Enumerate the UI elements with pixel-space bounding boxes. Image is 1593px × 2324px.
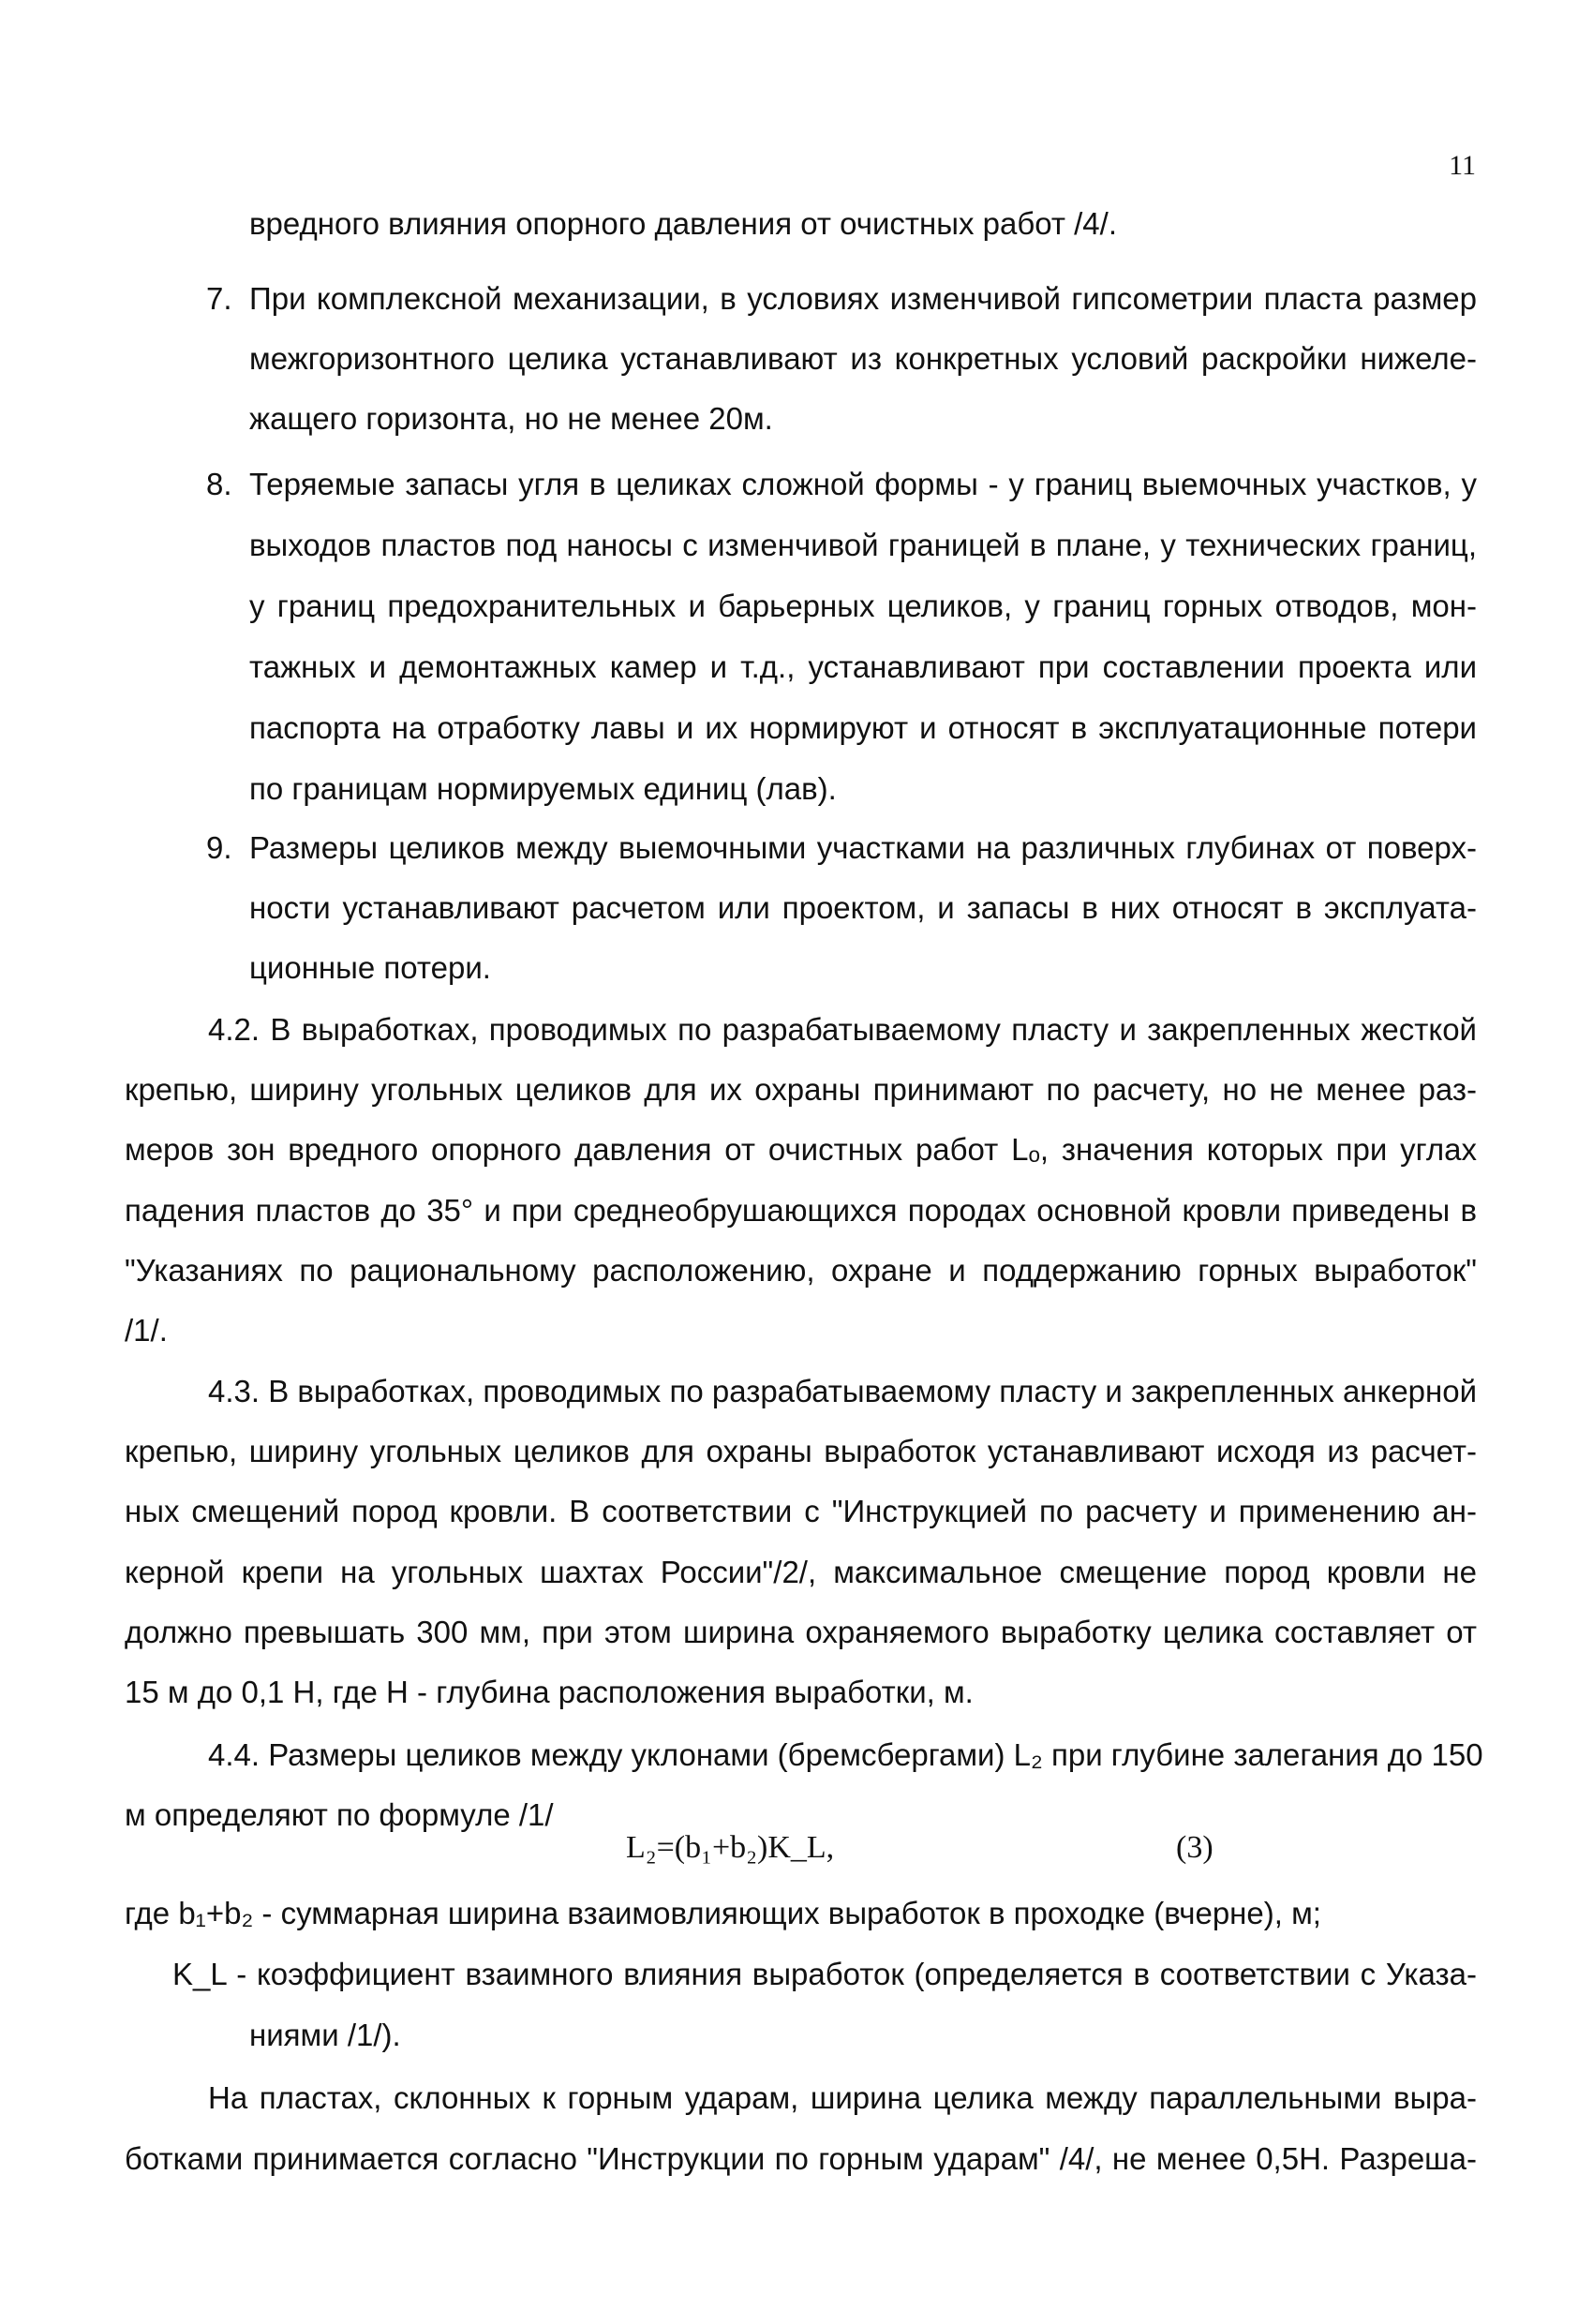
text-line: Теряемые запасы угля в целиках сложной формы - у границ выемочных участков, у (249, 467, 1477, 501)
text-line: м определяют по формуле /1/ (125, 1797, 554, 1832)
text-line: ных смещений пород кровли. В соответствии с "Инструкцией по расчету и применению ан- (125, 1494, 1477, 1528)
text-line: должно превышать 300 мм, при этом ширина охраняемого выработку целика составляет от (125, 1615, 1477, 1649)
text-line: у границ предохранительных и барьерных целиков, у границ горных отводов, мон- (249, 588, 1477, 623)
page-number: 11 (1449, 150, 1476, 181)
text-line: крепью, ширину угольных целиков для их охраны принимают по расчету, но не менее раз- (125, 1072, 1477, 1107)
text-line: На пластах, склонных к горным ударам, ширина целика между параллельными выра- (208, 2080, 1477, 2115)
text-line: где b₁+b₂ - суммарная ширина взаимовлияющих выработок в проходке (вчерне), м; (125, 1896, 1321, 1930)
text-line: При комплексной механизации, в условиях изменчивой гипсометрии пласта размер (249, 281, 1477, 316)
text-line: 15 м до 0,1 Н, где Н - глубина расположения выработки, м. (125, 1675, 974, 1709)
text-line: 4.4. Размеры целиков между уклонами (бремсбергами) L₂ при глубине залегания до 150 (208, 1737, 1483, 1772)
text-line: ционные потери. (249, 950, 491, 985)
text-line: крепью, ширину угольных целиков для охраны выработок устанавливают исходя из расчет- (125, 1434, 1477, 1468)
text-line: 4.3. В выработках, проводимых по разрабатываемому пласту и закрепленных анкерной (208, 1374, 1478, 1408)
text-line: ботками принимается согласно "Инструкции по горным ударам" /4/, не менее 0,5Н. Разреша- (125, 2141, 1477, 2176)
formula: L₂=(b₁+b₂)K_L, (626, 1830, 835, 1865)
list-number: 8. (206, 467, 232, 501)
text-line: "Указаниях по рациональному расположению, охране и поддержанию горных выработок" (125, 1253, 1477, 1288)
text-line: падения пластов до 35° и при среднеобрушающихся породах основной кровли приведены в (125, 1193, 1477, 1228)
text-line: вредного влияния опорного давления от очистных работ /4/. (249, 206, 1117, 241)
text-line: выходов пластов под наносы с изменчивой границей в плане, у технических границ, (249, 528, 1477, 562)
text-line: ности устанавливают расчетом или проектом, и запасы в них относят в эксплуата- (249, 890, 1477, 925)
list-number: 7. (206, 281, 232, 316)
text-line: паспорта на отработку лавы и их нормируют и относят в эксплуатационные потери (249, 710, 1477, 745)
formula-number: (3) (1176, 1830, 1213, 1865)
list-number: 9. (206, 830, 232, 865)
text-line: жащего горизонта, но не менее 20м. (249, 401, 773, 436)
text-line: ниями /1/). (249, 2018, 401, 2052)
text-line: тажных и демонтажных камер и т.д., устанавливают при составлении проекта или (249, 649, 1477, 684)
text-line: 4.2. В выработках, проводимых по разрабатываемому пласту и закрепленных жесткой (208, 1012, 1477, 1047)
text-line: межгоризонтного целика устанавливают из конкретных условий раскройки нижеле- (249, 341, 1477, 376)
text-line: K_L - коэффициент взаимного влияния выработок (определяется в соответствии с Указа- (172, 1957, 1477, 1991)
text-line: меров зон вредного опорного давления от очистных работ Lₒ, значения которых при углах (125, 1132, 1477, 1167)
text-line: по границам нормируемых единиц (лав). (249, 771, 837, 806)
text-line: Размеры целиков между выемочными участками на различных глубинах от поверх- (249, 830, 1477, 865)
text-line: керной крепи на угольных шахтах России"/2/, максимальное смещение пород кровли не (125, 1555, 1477, 1589)
text-line: /1/. (125, 1313, 168, 1348)
